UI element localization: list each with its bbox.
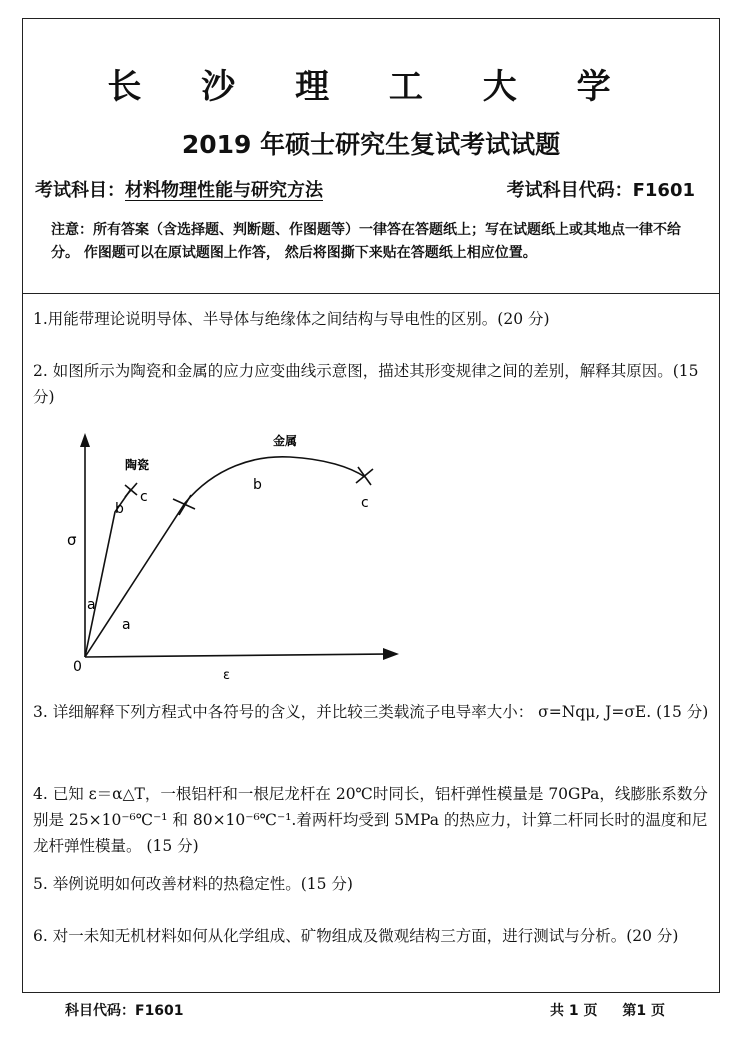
ceramic-segment-c: c xyxy=(140,489,148,505)
current-page: 第1 页 xyxy=(622,1003,665,1019)
subject-field xyxy=(35,176,323,202)
ceramic-label: 陶瓷 xyxy=(125,458,150,472)
subject-code-field xyxy=(507,176,695,202)
question-4: 4. 已知 ε＝α△T，一根铝杆和一根尼龙杆在 20℃时同长，铝杆弹性模量是 70GPa，线膨胀系数分别是 25×10⁻⁶℃⁻¹ 和 80×10⁻⁶℃⁻¹.着两杆均受到 5MPa 的热应力，计算二杆同长时的温度和尼龙杆弹性模量。 (15 分) xyxy=(33,785,708,855)
ceramic-fracture-mark xyxy=(125,483,137,497)
x-axis-arrow-icon xyxy=(383,648,399,660)
question-1: 1.用能带理论说明导体、半导体与绝缘体之间结构与导电性的区别。(20 分) xyxy=(33,310,550,328)
x-axis xyxy=(85,654,390,657)
total-pages: 共 1 页 xyxy=(550,1003,598,1019)
metal-fracture-mark xyxy=(356,467,373,485)
y-axis-arrow-icon xyxy=(80,433,90,447)
exam-header xyxy=(23,19,719,294)
footer-page-info xyxy=(530,1000,665,1020)
question-6: 6. 对一未知无机材料如何从化学组成、矿物组成及微观结构三方面，进行测试与分析。(20 分) xyxy=(33,927,679,945)
footer-subject-code: 科目代码：F1601 xyxy=(65,1003,184,1019)
x-axis-label: ε xyxy=(223,668,231,679)
exam-paper-frame xyxy=(22,18,720,993)
y-axis-label: σ xyxy=(67,531,77,549)
code-label: 考试科目代码： xyxy=(506,180,633,201)
ceramic-segment-b: b xyxy=(115,501,124,517)
metal-segment-a: a xyxy=(122,617,131,633)
ceramic-segment-a: a xyxy=(87,597,96,613)
notice-text: 注意：所有答案（含选择题、判断题、作图题等）一律答在答题纸上；写在试题纸上或其地点一律不给分。 作图题可以在原试题图上作答， 然后将图撕下来贴在答题纸上相应位置。 xyxy=(51,222,681,261)
metal-segment-c: c xyxy=(361,495,369,511)
question-2: 2. 如图所示为陶瓷和金属的应力应变曲线示意图，描述其形变规律之间的差别，解释其原因。(15 分) xyxy=(33,362,699,406)
subject-row xyxy=(35,176,707,204)
question-5: 5. 举例说明如何改善材料的热稳定性。(15 分) xyxy=(33,875,353,893)
question-3: 3. 详细解释下列方程式中各符号的含义，并比较三类载流子电导率大小： σ=Nqμ, J=σE. (15 分) xyxy=(33,703,709,721)
stress-strain-figure xyxy=(45,417,405,679)
metal-segment-b: b xyxy=(253,477,262,493)
origin-label: 0 xyxy=(73,659,82,675)
subject-name: 材料物理性能与研究方法 xyxy=(125,180,323,201)
exam-title: 2019 年硕士研究生复试考试试题 xyxy=(181,130,561,159)
code-value: F1601 xyxy=(632,180,695,201)
metal-label: 金属 xyxy=(273,434,298,448)
university-name: 长 沙 理 工 大 学 xyxy=(107,67,635,107)
subject-label: 考试科目： xyxy=(35,180,125,201)
